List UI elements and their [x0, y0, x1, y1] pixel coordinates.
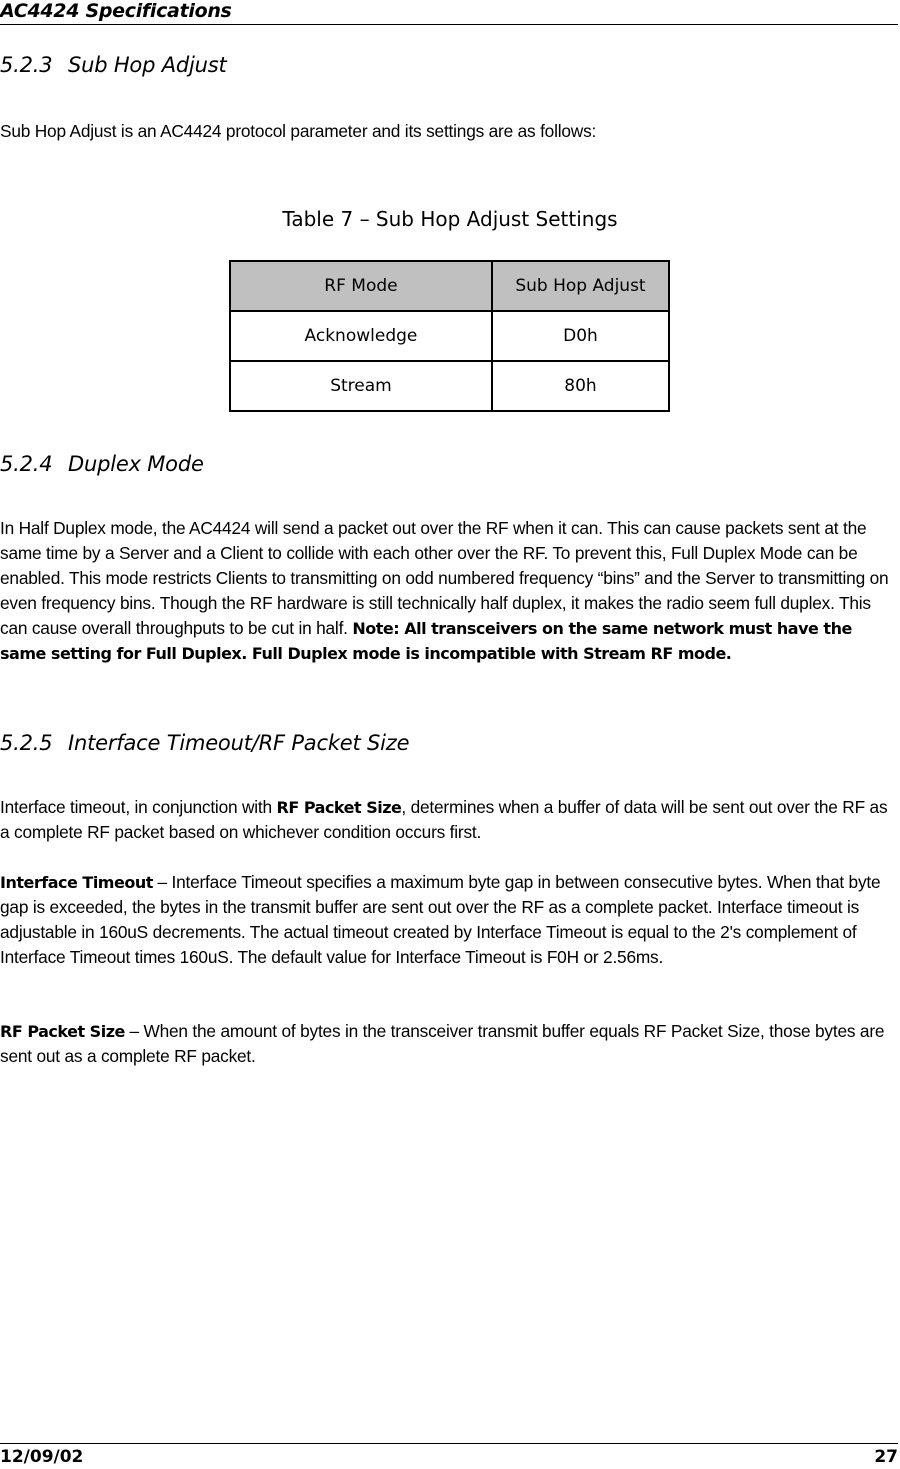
table-cell: 80h	[492, 361, 669, 411]
section-number: 5.2.5	[0, 731, 53, 755]
section-title: Duplex Mode	[68, 452, 204, 476]
section-heading-sub-hop-adjust	[0, 52, 227, 78]
paragraph-text: Interface timeout, in conjunction with	[0, 797, 277, 817]
section-title: Sub Hop Adjust	[68, 53, 227, 77]
interface-timeout-term: Interface Timeout	[0, 873, 153, 892]
interface-timeout-definition	[0, 870, 900, 970]
duplex-mode-body	[0, 516, 900, 666]
sub-hop-adjust-intro: Sub Hop Adjust is an AC4424 protocol parameter and its settings are as follows:	[0, 121, 597, 141]
page-footer	[0, 1443, 898, 1469]
table-row	[230, 361, 669, 411]
table-header-sub-hop-adjust: Sub Hop Adjust	[492, 261, 669, 311]
interface-timeout-intro	[0, 795, 900, 845]
duplex-mode-note: Note: All transceivers on the same network must have the same setting for Full Duplex. Full Duplex mode is incompatible with Stream RF mode.	[0, 619, 852, 663]
table-cell: D0h	[492, 311, 669, 361]
table-header-row	[230, 261, 669, 311]
section-title: Interface Timeout/RF Packet Size	[68, 731, 410, 755]
table-header-rf-mode: RF Mode	[230, 261, 492, 311]
table-cell: Acknowledge	[230, 311, 492, 361]
table-cell: Stream	[230, 361, 492, 411]
page-number: 27	[874, 1447, 898, 1467]
document-title: AC4424 Specifications	[0, 0, 232, 22]
paragraph-text: , determines when a buffer of data will be sent out over the RF as a complete RF packet based on whichever condition occurs first.	[0, 797, 888, 842]
section-heading-duplex-mode	[0, 451, 204, 477]
page-header	[0, 0, 898, 25]
section-number: 5.2.4	[0, 452, 53, 476]
duplex-mode-text: In Half Duplex mode, the AC4424 will send a packet out over the RF when it can. This can cause packets sent at the same time by a Server and a Client to collide with each other over the RF. To prevent this, Full Duplex Mode can be enabled. This mode restricts Clients to transmitting on odd numbered frequency “bins” and the Server to transmitting on even frequency bins. Though the RF hardware is still technically half duplex, it makes the radio seem full duplex. This can cause overall throughputs to be cut in half.	[0, 518, 889, 638]
table-row	[230, 311, 669, 361]
table-caption: Table 7 – Sub Hop Adjust Settings	[282, 207, 618, 231]
sub-hop-adjust-table	[229, 260, 670, 412]
rf-packet-size-term: RF Packet Size	[276, 798, 402, 817]
footer-date: 12/09/02	[0, 1447, 84, 1467]
section-heading-interface-timeout	[0, 730, 409, 756]
rf-packet-size-term: RF Packet Size	[0, 1022, 125, 1041]
paragraph-text: – Interface Timeout specifies a maximum byte gap in between consecutive bytes. When that byte gap is exceeded, the bytes in the transmit buffer are sent out over the RF as a complete packet. Interface timeout is adjustable in 160uS decrements. The actual timeout created by Interface Timeout is equal to the 2's complement of Interface Timeout times 160uS. The default value for Interface Timeout is F0H or 2.56ms.	[0, 872, 881, 967]
paragraph-text: – When the amount of bytes in the transceiver transmit buffer equals RF Packet Size, those bytes are sent out as a complete RF packet.	[0, 1021, 885, 1066]
section-number: 5.2.3	[0, 53, 53, 77]
rf-packet-size-definition	[0, 1019, 900, 1069]
